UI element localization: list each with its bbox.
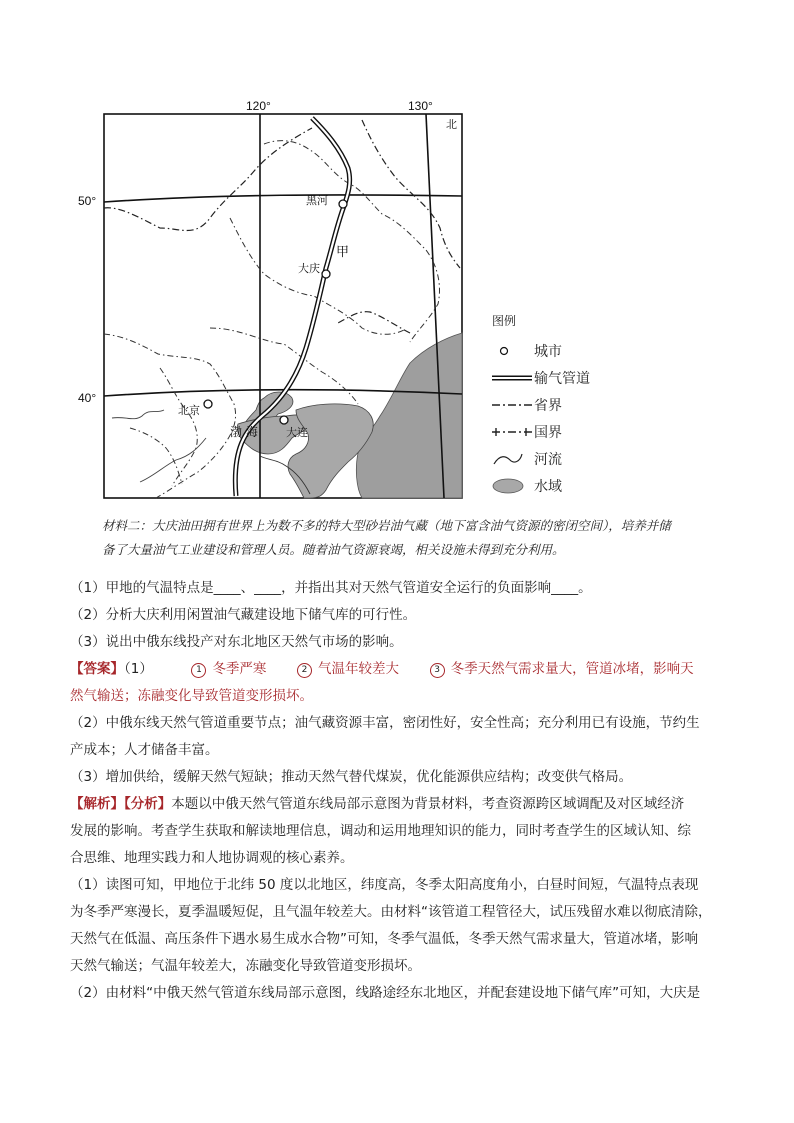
lon-label-130: 130° [408, 99, 433, 113]
pipeline-icon [492, 370, 534, 386]
analysis-subtag: 【分析】 [124, 796, 172, 812]
question-1: （1）甲地的气温特点是____、____，并指出其对天然气管道安全运行的负面影响____。 [70, 580, 592, 596]
number-circle-icon: 3 [430, 663, 445, 678]
analysis-intro [70, 792, 684, 812]
label-region-jia: 甲 [336, 245, 350, 260]
legend-label: 水域 [534, 478, 562, 495]
legend-row-national [492, 418, 632, 445]
answer-item: 冬季严寒 [212, 661, 267, 677]
legend-row-water [492, 472, 632, 499]
city-daqing-dot [322, 270, 330, 278]
river-icon [492, 450, 534, 468]
material-two [102, 514, 722, 562]
city-heihe-dot [339, 200, 347, 208]
material-line: 材料二：大庆油田拥有世界上为数不多的特大型砂岩油气藏（地下富含油气资源的密闭空间），培养并储 [102, 518, 671, 533]
lat-label-50: 50° [78, 194, 97, 208]
map-legend [492, 312, 632, 499]
city-dalian-dot [280, 416, 288, 424]
answer-q2-line2: 产成本；人才储备丰富。 [70, 742, 219, 758]
map-figure [100, 98, 470, 503]
city-beijing-dot [204, 400, 212, 408]
label-bohai: 渤 海 [230, 425, 258, 439]
province-border-icon [492, 397, 534, 413]
analysis-p1-line: 天然气在低温、高压条件下遇水易生成水合物”可知，冬季气温低，冬季天然气需求量大，管道冰堵，影响 [70, 931, 698, 947]
analysis-p2-line: （2）由材料“中俄天然气管道东线局部示意图，线路途经东北地区，并配套建设地下储气库”可知，大庆是 [70, 985, 701, 1001]
analysis-p1-line: 为冬季严寒漫长，夏季温暖短促，且气温年较差大。由材料“该管道工程管径大，试压残留水难以彻底清除， [70, 904, 712, 920]
legend-row-pipeline [492, 364, 632, 391]
label-beijing: 北京 [178, 404, 200, 417]
water-icon [492, 477, 534, 495]
answer-q1-prefix: （1） [124, 661, 153, 677]
pipeline-map [100, 98, 470, 503]
label-heihe: 黑河 [306, 194, 328, 207]
north-mark: 北 [446, 119, 457, 131]
answer-q1-cont: 然气输送；冻融变化导致管道变形损坏。 [70, 688, 313, 704]
answer-item: 冬季天然气需求量大，管道冰堵，影响天 [450, 661, 694, 677]
label-daqing: 大庆 [298, 262, 320, 275]
national-border-icon [492, 424, 534, 440]
legend-label: 城市 [534, 343, 562, 360]
material-line: 备了大量油气工业建设和管理人员。随着油气资源衰竭，相关设施未得到充分利用。 [102, 542, 565, 557]
legend-row-river [492, 445, 632, 472]
legend-label: 省界 [534, 397, 562, 414]
answer-q2-line1: （2）中俄东线天然气管道重要节点；油气藏资源丰富，密闭性好，安全性高；充分利用已有设施，节约生 [70, 715, 700, 731]
analysis-p1-line: （1）读图可知，甲地位于北纬 50 度以北地区，纬度高，冬季太阳高度角小，白昼时间短，气温特点表现 [70, 877, 699, 893]
lon-label-120: 120° [246, 99, 271, 113]
answer-q1 [70, 657, 694, 678]
number-circle-icon: 2 [297, 663, 312, 678]
analysis-line: 合思维、地理实践力和人地协调观的核心素养。 [70, 850, 354, 866]
city-dot-icon [492, 343, 528, 359]
answer-item: 气温年较差大 [318, 661, 400, 677]
analysis-text: 本题以中俄天然气管道东线局部示意图为背景材料，考查资源跨区域调配及对区域经济 [171, 796, 685, 812]
analysis-line: 发展的影响。考查学生获取和解读地理信息，调动和运用地理知识的能力，同时考查学生的区域认知、综 [70, 823, 691, 839]
answer-tag: 【答案】 [70, 661, 124, 677]
legend-row-province [492, 391, 632, 418]
analysis-p1-line: 天然气输送；气温年较差大，冻融变化导致管道变形损坏。 [70, 958, 421, 974]
question-3: （3）说出中俄东线投产对东北地区天然气市场的影响。 [70, 634, 403, 650]
number-circle-icon: 1 [191, 663, 206, 678]
analysis-tag: 【解析】 [70, 796, 124, 812]
label-dalian: 大连 [286, 426, 308, 439]
legend-row-city [492, 337, 632, 364]
question-2: （2）分析大庆利用闲置油气藏建设地下储气库的可行性。 [70, 607, 417, 623]
lat-label-40: 40° [78, 391, 97, 405]
legend-label: 国界 [534, 424, 562, 441]
legend-label: 河流 [534, 451, 562, 468]
answer-q3: （3）增加供给，缓解天然气短缺；推动天然气替代煤炭，优化能源供应结构；改变供气格局。 [70, 769, 633, 785]
legend-title: 图例 [492, 314, 517, 328]
legend-label: 输气管道 [534, 370, 590, 387]
